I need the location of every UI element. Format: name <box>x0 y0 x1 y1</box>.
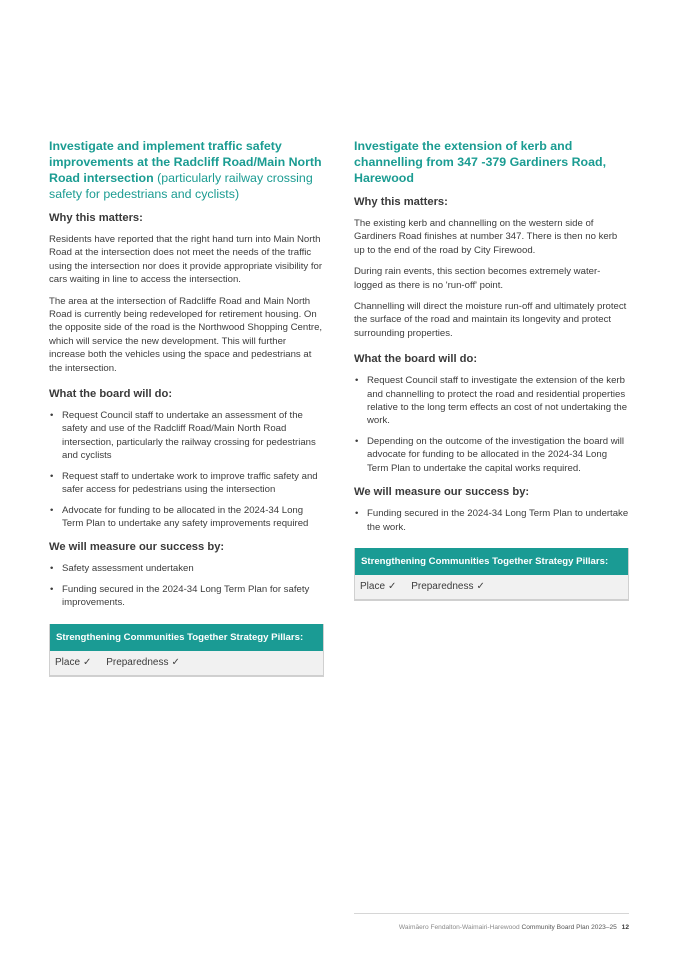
bullet-icon: • <box>355 375 359 387</box>
board-heading: What the board will do: <box>354 353 478 366</box>
footer-board-name: Waimāero Fendalton-Waimairi-Harewood <box>398 924 520 931</box>
bullet-icon: • <box>355 435 359 447</box>
list-item-text: Request Council staff to investigate the extension of the kerb and channelling to protect the road and residential properties relative to the long term effects an cost of not undertaking the work. <box>367 375 628 427</box>
bullet-icon: • <box>50 410 54 422</box>
pillar-place <box>360 580 396 594</box>
list-item-text: Depending on the outcome of the investigation the board will advocate for funding to be allocated in the 2024-34 Long Term Plan to undertake the capital works required. <box>367 435 625 474</box>
footer-doc-title: Community Board Plan 2023–25 <box>521 924 617 931</box>
why-paragraph: During rain events, this section becomes extremely water-logged as there is no 'run-off' point. <box>354 266 601 291</box>
section-title: Investigate the extension of kerb and channelling from 347 -379 Gardiners Road, Harewood <box>354 139 607 185</box>
bullet-icon: • <box>355 508 359 520</box>
list-item <box>49 409 324 463</box>
success-list <box>49 562 324 609</box>
section-title <box>49 138 324 202</box>
list-item <box>354 435 629 475</box>
board-list <box>49 409 324 530</box>
bullet-icon: • <box>50 583 54 595</box>
bullet-icon: • <box>50 563 54 575</box>
list-item <box>49 470 324 497</box>
pillars-list <box>50 651 323 676</box>
why-heading: Why this matters: <box>354 196 448 208</box>
bullet-icon: • <box>50 470 54 482</box>
checkmark-icon: ✓ <box>171 656 180 668</box>
list-item <box>354 507 629 534</box>
list-item-text: Request Council staff to undertake an assessment of the safety and use of the Radcliff Road/Main North Road intersection, particularly the railway crossing for pedestrians and cyclists <box>62 410 316 462</box>
pillar-preparedness <box>411 580 485 594</box>
list-item-text: Funding secured in the 2024-34 Long Term Plan to undertake the work. <box>367 508 629 533</box>
list-item <box>49 583 324 610</box>
pillar-label: Place <box>360 580 386 592</box>
pillars-heading: Strengthening Communities Together Strategy Pillars: <box>50 624 323 651</box>
bullet-icon: • <box>50 504 54 516</box>
list-item-text: Request staff to undertake work to improve traffic safety and safer access for pedestrians using the intersection <box>62 470 318 496</box>
why-paragraph: The area at the intersection of Radcliffe Road and Main North Road is currently being redeveloped for retirement housing. On the opposite side of the road is the Northwood Shopping Centre, which will service the new development. This will further increase both the vehicles using the space and pedestrians at the intersection. <box>49 295 323 374</box>
pillars-box <box>49 624 324 677</box>
why-paragraph: The existing kerb and channelling on the western side of Gardiners Road finishes at number 347. There is then no kerb up to the end of the road by City Firewood. <box>354 218 618 256</box>
section-title-main: Investigate and implement traffic safety improvements at the Radcliff Road/Main North Road intersection <box>49 139 322 185</box>
success-list <box>354 507 629 534</box>
right-column <box>354 138 629 601</box>
pillar-label: Preparedness <box>106 656 169 668</box>
list-item-text: Funding secured in the 2024-34 Long Term Plan for safety improvements. <box>62 583 310 609</box>
left-column <box>49 138 324 677</box>
page-footer <box>354 913 629 932</box>
board-list <box>354 374 629 475</box>
list-item-text: Safety assessment undertaken <box>62 563 194 575</box>
pillar-label: Preparedness <box>411 580 474 592</box>
pillar-label: Place <box>55 656 81 668</box>
pillars-heading: Strengthening Communities Together Strategy Pillars: <box>355 548 628 575</box>
success-heading: We will measure our success by: <box>49 541 225 554</box>
pillar-place <box>55 656 91 670</box>
pillars-box <box>354 548 629 601</box>
pillar-preparedness <box>106 656 180 670</box>
list-item <box>49 562 324 575</box>
list-item <box>354 374 629 428</box>
checkmark-icon: ✓ <box>388 580 397 592</box>
page-number: 12 <box>621 924 629 931</box>
why-heading: Why this matters: <box>49 212 143 224</box>
why-paragraph: Channelling will direct the moisture run-off and ultimately protect the surface of the road and maintain its longevity and protect surrounding properties. <box>354 301 627 339</box>
checkmark-icon: ✓ <box>476 580 485 592</box>
list-item-text: Advocate for funding to be allocated in the 2024-34 Long Term Plan to undertake any safety improvements required <box>62 504 309 529</box>
board-heading: What the board will do: <box>49 388 173 401</box>
section-title-sub: (particularly railway crossing safety for pedestrians and cyclists) <box>49 171 313 201</box>
pillars-list <box>355 575 628 600</box>
why-paragraph: Residents have reported that the right hand turn into Main North Road at the intersection does not meet the needs of the traffic using the intersection nor does it provide appropriate visibility for cars waiting in line to access the intersection. <box>49 234 323 286</box>
checkmark-icon: ✓ <box>83 656 92 668</box>
list-item <box>49 504 324 531</box>
success-heading: We will measure our success by: <box>354 486 530 499</box>
